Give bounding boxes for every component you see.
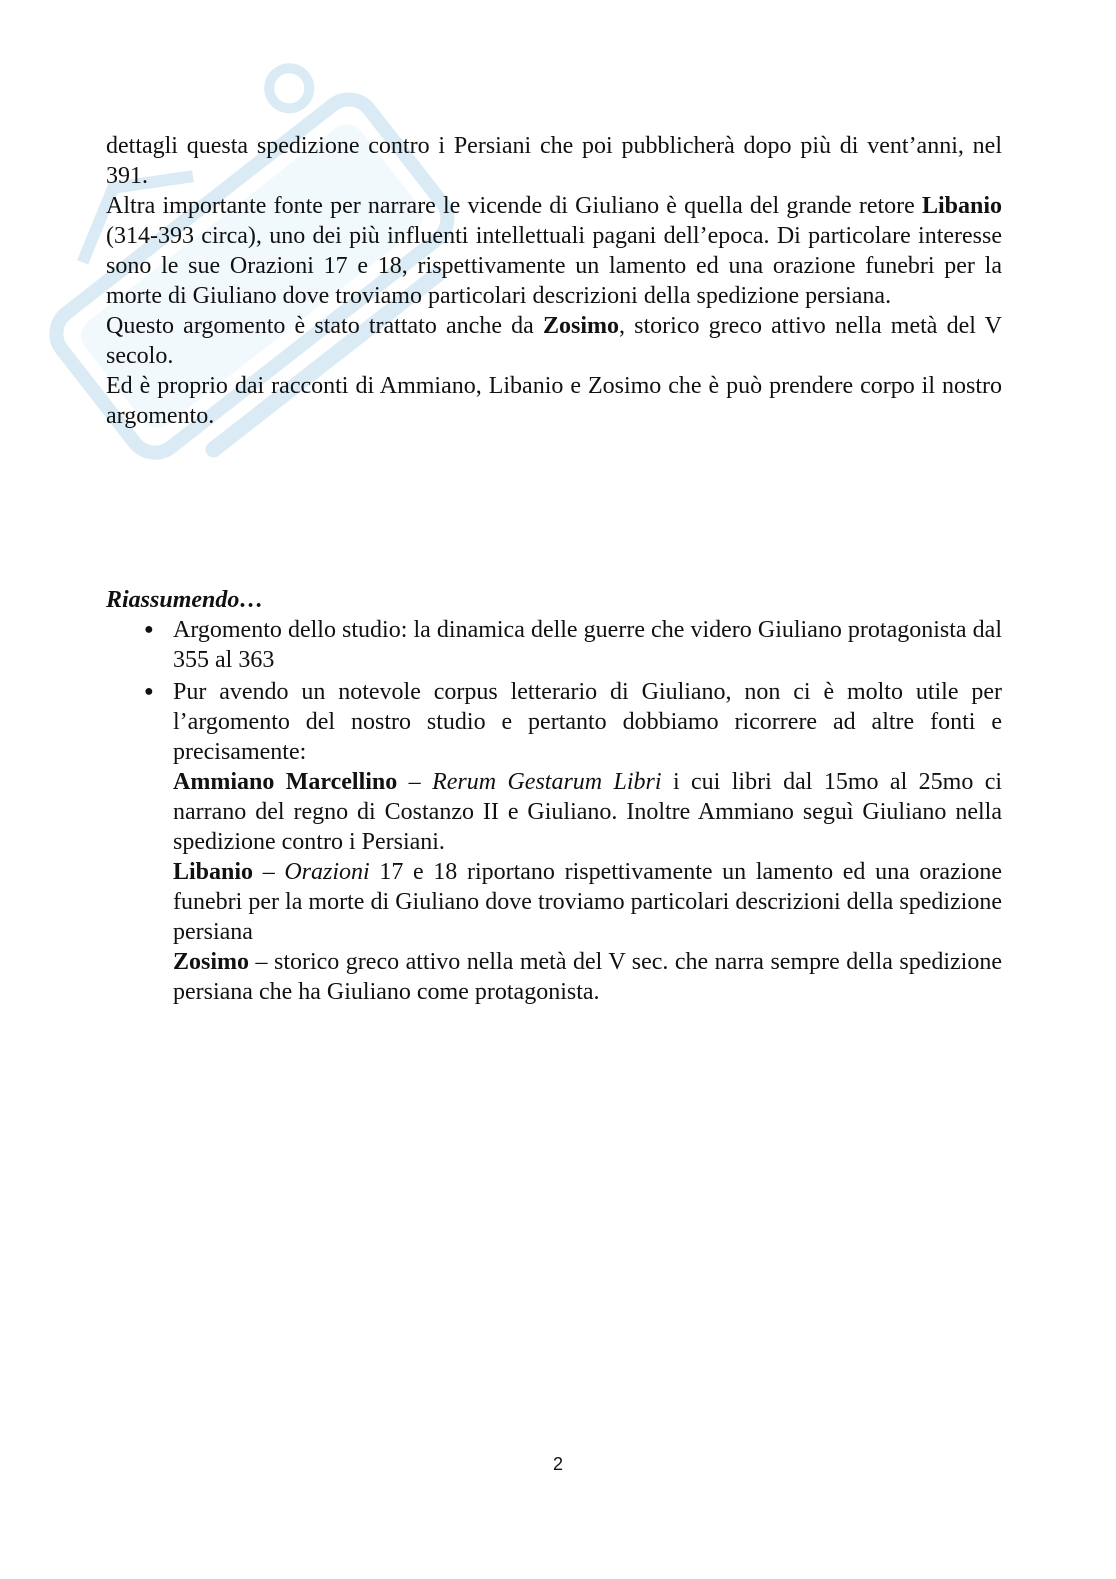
- source-libanio: Libanio – Orazioni 17 e 18 riportano rispettivamente un lamento ed una orazione funebri per la morte di Giuliano dove troviamo particolari descrizioni della spedizione persiana: [173, 859, 1002, 945]
- document-body: [106, 131, 1002, 431]
- libanio-name: Libanio: [921, 193, 1002, 219]
- zosimo-name: Zosimo: [542, 313, 619, 339]
- list-item: [106, 677, 1002, 1007]
- paragraph-conclusion: Ed è proprio dai racconti di Ammiano, Libanio e Zosimo che è può prendere corpo il nostro argomento.: [106, 373, 1002, 429]
- bullet-icon: ●: [144, 683, 154, 700]
- paragraph-zosimo: Questo argomento è stato trattato anche da Zosimo, storico greco attivo nella metà del V secolo.: [106, 313, 1003, 369]
- summary-heading: Riassumendo…: [106, 587, 264, 613]
- sources-intro: Pur avendo un notevole corpus letterario di Giuliano, non ci è molto utile per l’argomento del nostro studio e pertanto dobbiamo ricorrere ad altre fonti e precisamente:: [173, 679, 1002, 765]
- paragraph-ammiano-continuation: dettagli questa spedizione contro i Persiani che poi pubblicherà dopo più di vent’anni, nel 391.: [106, 133, 1002, 189]
- bullet-icon: ●: [144, 621, 154, 638]
- source-zosimo: Zosimo – storico greco attivo nella metà del V sec. che narra sempre della spedizione persiana che ha Giuliano come protagonista.: [173, 949, 1002, 1005]
- source-ammiano: Ammiano Marcellino – Rerum Gestarum Libri i cui libri dal 15mo al 25mo ci narrano del regno di Costanzo II e Giuliano. Inoltre Ammiano seguì Giuliano nella spedizione contro i Persiani.: [173, 769, 1003, 855]
- paragraph-libanio: Altra importante fonte per narrare le vicende di Giuliano è quella del grande retore Libanio (314-393 circa), uno dei più influenti intellettuali pagani dell’epoca. Di particolare interesse sono le sue Orazioni 17 e 18, rispettivamente un lamento ed una orazione funebri per la morte di Giuliano dove troviamo particolari descrizioni della spedizione persiana.: [106, 193, 1002, 309]
- summary-list: [106, 615, 1002, 1009]
- page-number: 2: [552, 1454, 563, 1474]
- list-item: ● Argomento dello studio: la dinamica delle guerre che videro Giuliano protagonista dal 355 al 363: [144, 617, 1002, 673]
